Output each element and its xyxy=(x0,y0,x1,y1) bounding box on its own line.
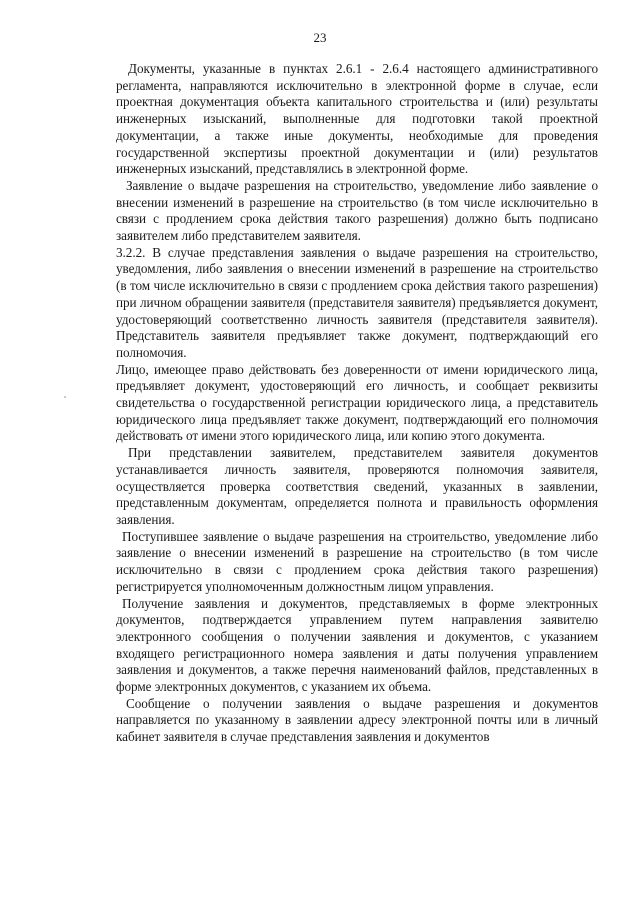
paragraph-documents-electronic-form: Документы, указанные в пунктах 2.6.1 - 2.6.4 настоящего административного регламента, направляются исключительно в электронной форме в случае, если проектная документация объекта капитального строительства и (или) результаты инженерных изысканий, выполненные для подготовки такой проектной документации, а также иные документы, необходимые для проведения государственной экспертизы проектной документации и (или) результатов инженерных изысканий, представлялись в электронной форме. xyxy=(116,61,598,177)
paragraph-signature-requirement: Заявление о выдаче разрешения на строительство, уведомление либо заявление о внесении изменений в разрешение на строительство (в том числе исключительно в связи с продлением срока действия такого разрешения) должно быть подписано заявителем либо представителем заявителя. xyxy=(116,177,598,244)
paragraph-identity-verification: При представлении заявителем, представителем заявителя документов устанавливается личность заявителя, проверяются полномочия заявителя, осуществляется проверка соответствия сведений, указанных в заявлении, представленным документам, определяется полнота и правильность оформления заявления. xyxy=(116,445,598,527)
paragraph-legal-entity-representative: Лицо, имеющее право действовать без доверенности от имени юридического лица, предъявляет документ, удостоверяющий его личность, и сообщает реквизиты свидетельства о государственной регистрации юридического лица, а представитель юридического лица предъявляет также документ, подтверждающий его полномочия действовать от имени этого юридического лица, или копию этого документа. xyxy=(116,361,598,444)
paragraph-3-2-2-personal-visit: 3.2.2. В случае представления заявления о выдаче разрешения на строительство, уведомления, либо заявления о внесении изменений в разрешение на строительство (в том числе исключительно в связи с продлением срока действия такого разрешения) при личном обращении заявителя (представителя заявителя) предъявляется документ, удостоверяющий соответственно личность заявителя (представителя заявителя). Представитель заявителя предъявляет также документ, подтверждающий его полномочия. xyxy=(116,244,598,360)
scan-artifact-dot xyxy=(64,396,66,398)
page-number: 23 xyxy=(313,30,327,45)
paragraph-receipt-message-delivery: Сообщение о получении заявления о выдаче разрешения и документов направляется по указанному в заявлении адресу электронной почты или в личный кабинет заявителя в случае представления заявления и документов xyxy=(116,695,598,745)
paragraph-application-registration: Поступившее заявление о выдаче разрешения на строительство, уведомление либо заявление о внесении изменений в разрешение на строительство (в том числе исключительно в связи с продлением срока действия такого разрешения) регистрируется уполномоченным должностным лицом управления. xyxy=(116,528,598,594)
paragraph-electronic-receipt-confirmation: Получение заявления и документов, представляемых в форме электронных документов, подтверждается управлением путем направления заявителю электронного сообщения о получении заявления и документов, с указанием входящего регистрационного номера заявления и даты получения управлением заявления и документов, а также перечня наименований файлов, представленных в форме электронных документов, с указанием их объема. xyxy=(116,595,598,695)
document-body xyxy=(116,61,598,746)
